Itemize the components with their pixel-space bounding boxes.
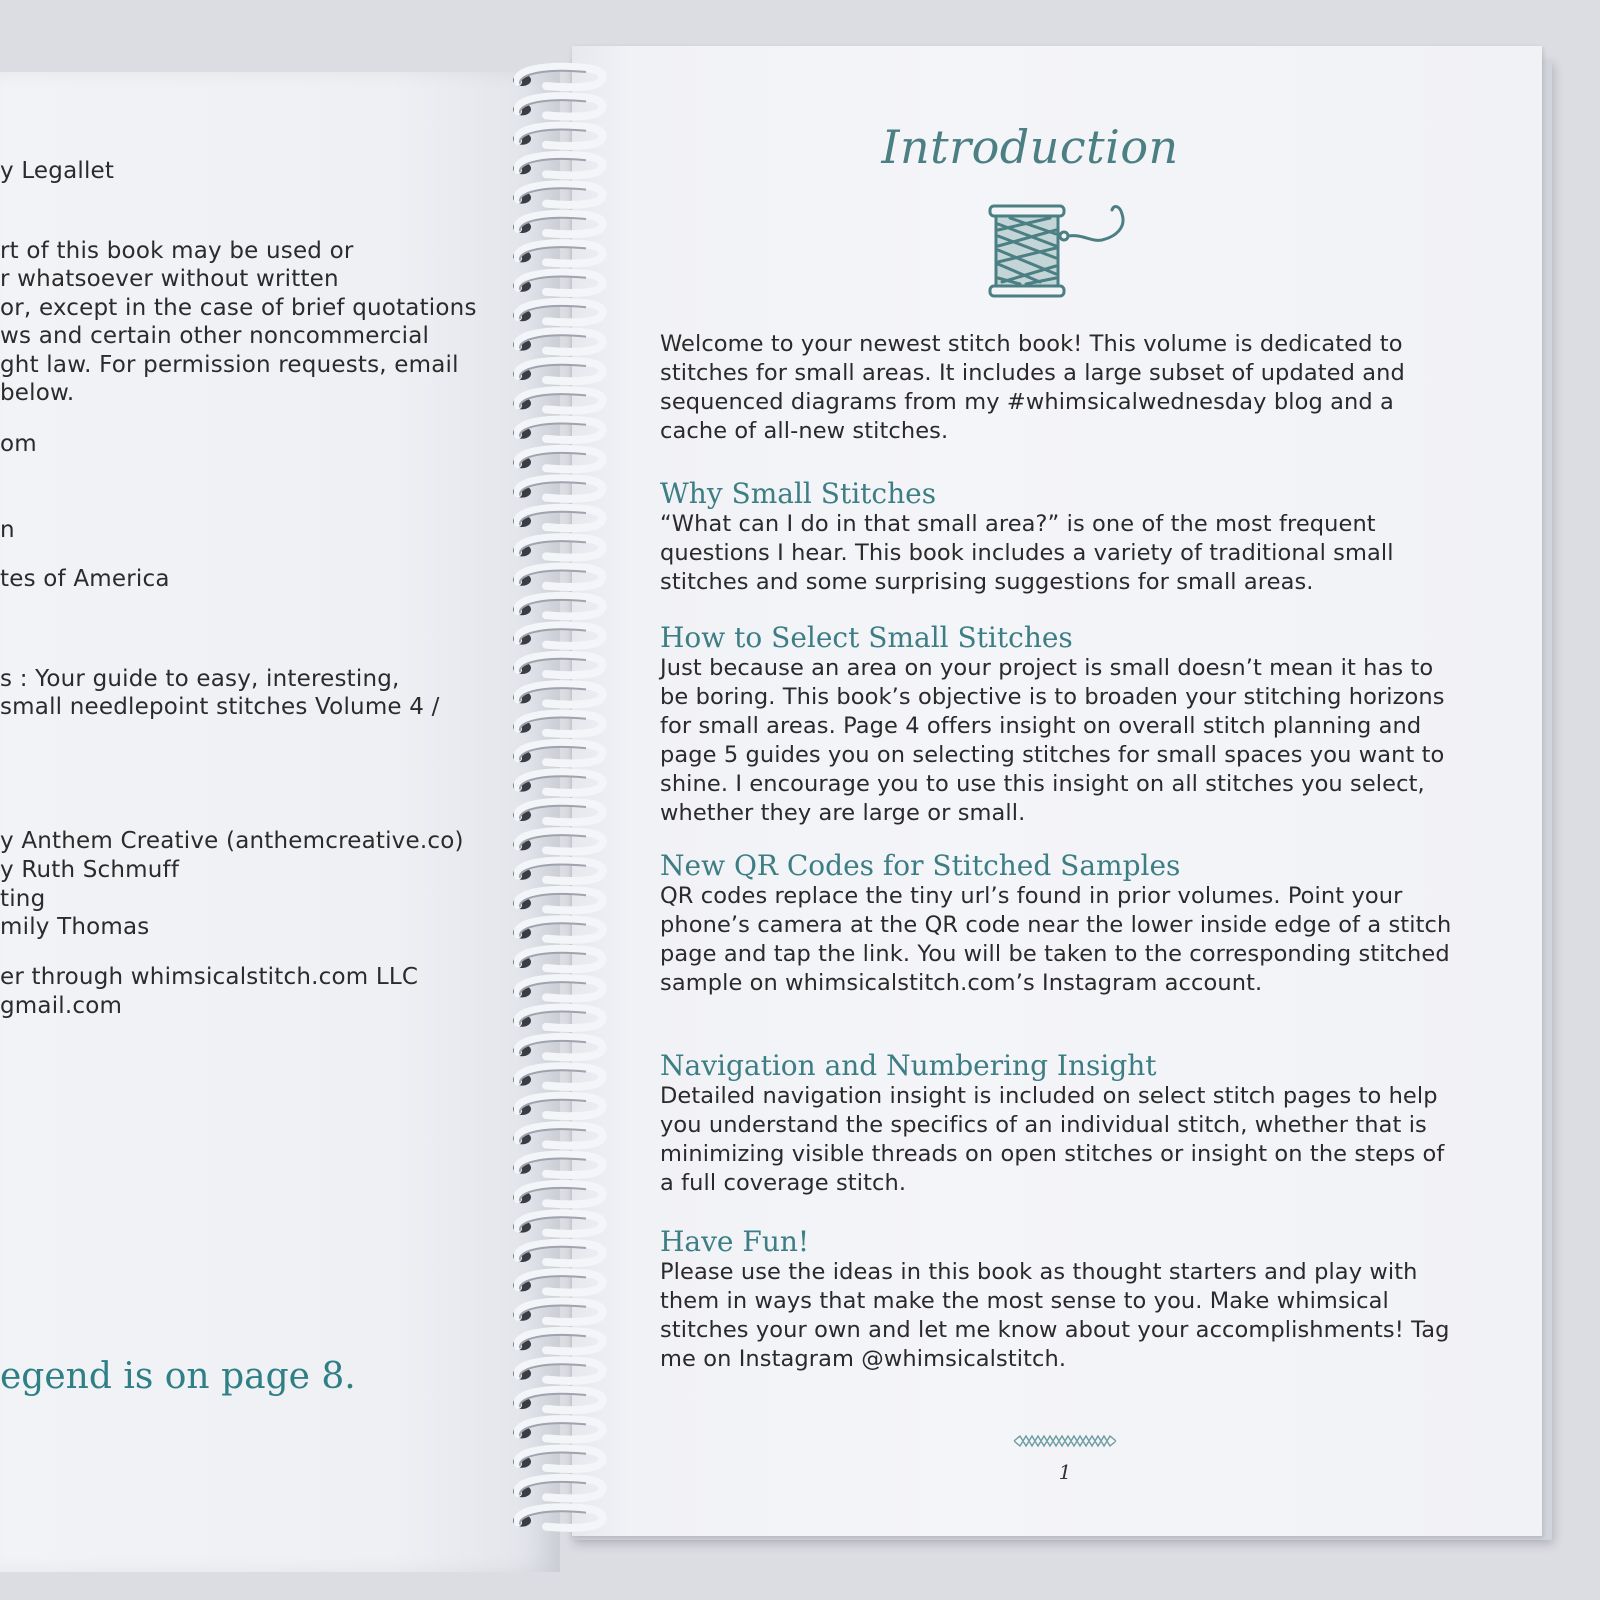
spiral-coil — [513, 1449, 603, 1469]
spiral-coil — [513, 978, 603, 998]
left-text-line: s : Your guide to easy, interesting, — [0, 666, 400, 692]
spiral-coil — [513, 155, 603, 175]
spiral-coil — [513, 1507, 603, 1527]
spiral-coil — [513, 1360, 603, 1380]
section-heading: New QR Codes for Stitched Samples — [660, 849, 1181, 882]
spiral-coil — [513, 596, 603, 616]
spiral-coil — [513, 1155, 603, 1175]
spiral-coil — [513, 1213, 603, 1233]
section-body: Detailed navigation insight is included on select stitch pages to help you understand the specifics of an individual stitch, whether that is minimizing visible threads on open stitches or insight on the steps of a full coverage stitch. — [660, 1083, 1445, 1196]
left-text-line: or, except in the case of brief quotations — [0, 295, 477, 321]
spiral-coil — [513, 625, 603, 645]
spiral-coil — [513, 449, 603, 469]
spiral-coil — [513, 772, 603, 792]
section-body: Please use the ideas in this book as thought starters and play with them in ways that make the most sense to you. Make whimsical stitches your own and let me know about your accomplishments! Tag me on Instagram @whimsicalstitch. — [660, 1259, 1450, 1372]
spiral-coil — [513, 1037, 603, 1057]
spiral-coil — [513, 949, 603, 969]
intro-paragraph: Welcome to your newest stitch book! This volume is dedicated to stitches for small areas. It includes a large subset of updated and sequenced diagrams from my #whimsicalwednesday blog and a cache of all-new stitches. — [660, 331, 1405, 444]
spiral-coil — [513, 184, 603, 204]
spiral-coil — [513, 684, 603, 704]
section-navigation — [660, 1050, 1460, 1198]
spiral-coil — [513, 743, 603, 763]
left-text-line: tes of America — [0, 566, 170, 592]
left-text-line: ws and certain other noncommercial — [0, 323, 430, 349]
section-heading: Why Small Stitches — [660, 477, 937, 510]
intro-section — [660, 330, 1460, 446]
spiral-coil — [513, 1419, 603, 1439]
left-text-line: er through whimsicalstitch.com LLC — [0, 964, 419, 990]
section-body: QR codes replace the tiny url’s found in prior volumes. Point your phone’s camera at the QR code near the lower inside edge of a stitch page and tap the link. You will be taken to the corresponding stitched sample on whimsicalstitch.com’s Instagram account. — [660, 883, 1452, 996]
spiral-coil — [513, 1272, 603, 1292]
left-text-line: gmail.com — [0, 993, 123, 1019]
spiral-coil — [513, 861, 603, 881]
section-have-fun — [660, 1226, 1460, 1374]
spiral-coil — [513, 831, 603, 851]
spiral-coil — [513, 390, 603, 410]
left-text-line: small needlepoint stitches Volume 4 / — [0, 694, 440, 720]
spiral-coil — [513, 1125, 603, 1145]
section-why-small-stitches — [660, 478, 1460, 597]
left-text-line: below. — [0, 380, 75, 406]
left-text-line: mily Thomas — [0, 914, 150, 940]
spiral-binding — [506, 58, 622, 1558]
left-text-line: y Ruth Schmuff — [0, 857, 180, 883]
section-heading: Navigation and Numbering Insight — [660, 1049, 1157, 1082]
section-heading: How to Select Small Stitches — [660, 621, 1073, 654]
spiral-coil — [513, 302, 603, 322]
left-text-line: rt of this book may be used or — [0, 238, 354, 264]
spiral-coil — [513, 567, 603, 587]
spiral-coil — [513, 1478, 603, 1498]
spiral-coil — [513, 214, 603, 234]
left-text-line: y Legallet — [0, 158, 115, 184]
spiral-coil — [513, 67, 603, 87]
left-text-line: y Anthem Creative (anthemcreative.co) — [0, 828, 464, 854]
spiral-coil — [513, 1096, 603, 1116]
left-text-line: r whatsoever without written — [0, 266, 339, 292]
spiral-coil — [513, 1243, 603, 1263]
spiral-coil — [513, 537, 603, 557]
spiral-coil — [513, 1302, 603, 1322]
spiral-coil — [513, 655, 603, 675]
spiral-coil — [513, 1184, 603, 1204]
spiral-coil — [513, 96, 603, 116]
cross-stitch-ornament-icon — [1012, 1434, 1120, 1448]
spiral-coil — [513, 714, 603, 734]
section-how-to-select — [660, 622, 1460, 828]
spiral-coil — [513, 802, 603, 822]
spiral-coil — [513, 273, 603, 293]
spiral-coil — [513, 1008, 603, 1028]
left-text-line: ting — [0, 886, 46, 912]
spiral-coil — [513, 1066, 603, 1086]
spiral-coil — [513, 919, 603, 939]
spiral-coil — [513, 1390, 603, 1410]
left-text-line: n — [0, 517, 15, 543]
page-title: Introduction — [881, 120, 1179, 174]
section-qr-codes — [660, 850, 1460, 998]
left-text-line: ght law. For permission requests, email — [0, 352, 459, 378]
section-heading: Have Fun! — [660, 1225, 810, 1258]
left-text-line: om — [0, 431, 37, 457]
spiral-coil — [513, 890, 603, 910]
page-number: 1 — [1058, 1460, 1072, 1484]
spiral-coil — [513, 243, 603, 263]
spiral-coil — [513, 1331, 603, 1351]
spool-of-thread-icon — [980, 196, 1140, 308]
legend-note: egend is on page 8. — [0, 1356, 356, 1397]
section-body: Just because an area on your project is small doesn’t mean it has to be boring. This book’s objective is to broaden your stitching horizons for small areas. Page 4 offers insight on overall stitch planning and page 5 guides you on selecting stitches for small spaces you want to shine. I encourage you to use this insight on all stitches you select, whether they are large or small. — [660, 655, 1445, 826]
spiral-coil — [513, 420, 603, 440]
section-body: “What can I do in that small area?” is one of the most frequent questions I hear. This book includes a variety of traditional small stitches and some surprising suggestions for small areas. — [660, 511, 1394, 595]
spiral-coil — [513, 126, 603, 146]
spiral-coil — [513, 478, 603, 498]
spiral-coil — [513, 508, 603, 528]
spiral-coil — [513, 331, 603, 351]
spiral-coil — [513, 361, 603, 381]
